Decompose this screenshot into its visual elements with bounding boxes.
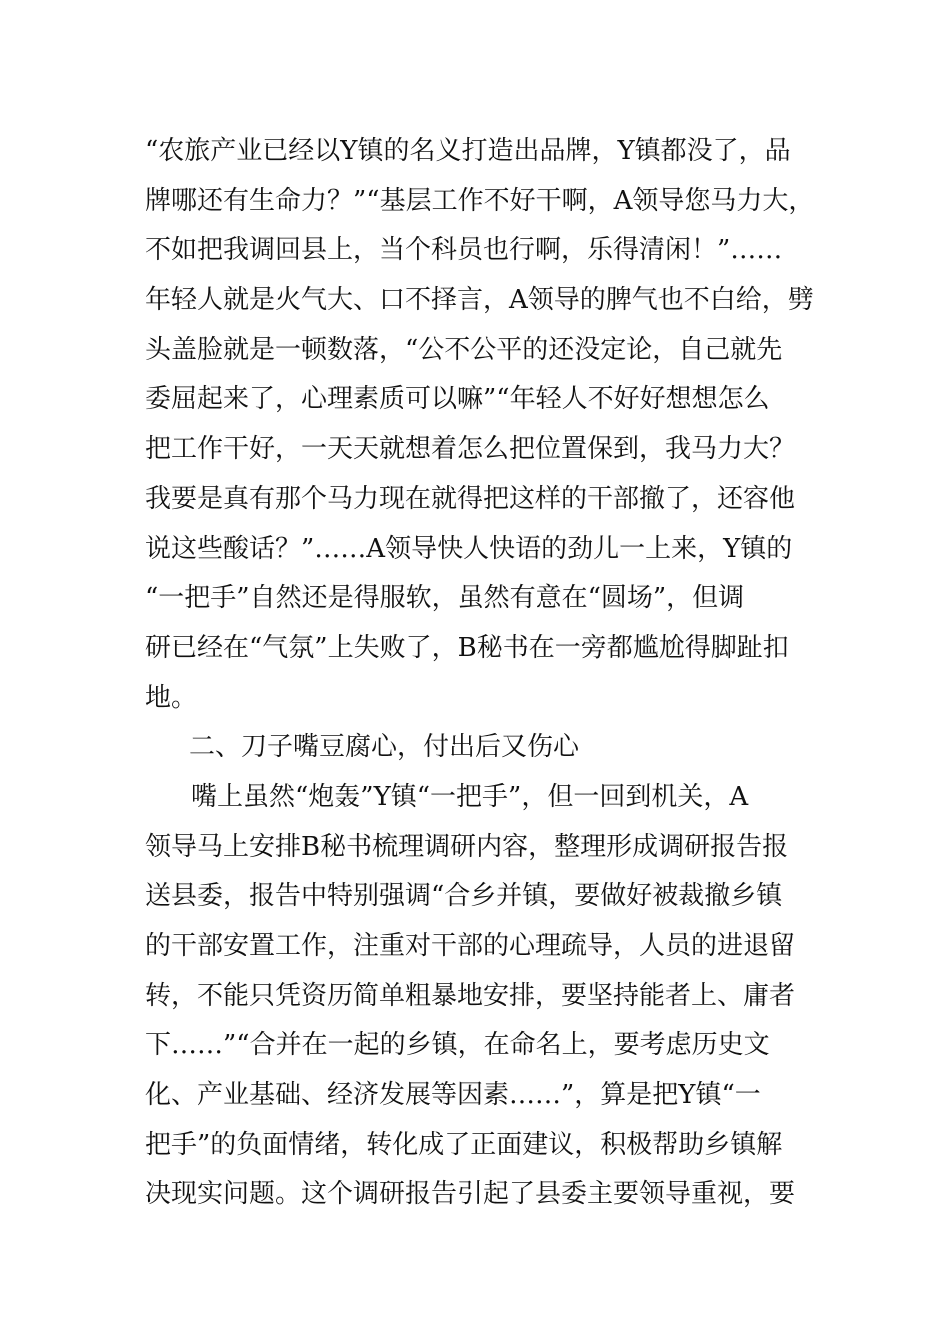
body-text [145, 127, 825, 1220]
text-line: 的干部安置工作，注重对干部的心理疏导，人员的进退留 [145, 931, 796, 961]
text-line: 年轻人就是火气大、口不择言，A领导的脾气也不白给，劈 [145, 285, 814, 316]
text-line: “农旅产业已经以Y镇的名义打造出品牌，Y镇都没了，品 [145, 136, 791, 166]
text-line: 不如把我调回县上，当个科员也行啊，乐得清闲！”…… [145, 235, 783, 266]
text-line: 说这些酸话？”……A领导快人快语的劲儿一上来，Y镇的 [145, 533, 793, 564]
text-line: 地。 [145, 682, 198, 713]
text-line: 领导马上安排B秘书梳理调研内容，整理形成调研报告报 [145, 831, 789, 862]
text-line: 牌哪还有生命力？”“基层工作不好干啊，A领导您马力大， [145, 185, 815, 216]
text-line: 决现实问题。这个调研报告引起了县委主要领导重视，要 [145, 1179, 796, 1210]
text-line: “一把手”自然还是得服软，虽然有意在“圆场”，但调 [145, 583, 745, 614]
text-line: 我要是真有那个马力现在就得把这样的干部撤了，还容他 [145, 483, 796, 514]
section-heading: 二、刀子嘴豆腐心，付出后又伤心 [189, 732, 580, 763]
paragraph-first-line: 嘴上虽然“炮轰”Y镇“一把手”，但一回到机关，A [191, 781, 749, 812]
text-line: 送县委，报告中特别强调“合乡并镇，要做好被裁撤乡镇 [145, 881, 783, 912]
text-line: 转，不能只凭资历简单粗暴地安排，要坚持能者上、庸者 [145, 980, 796, 1011]
text-line: 头盖脸就是一顿数落，“公不公平的还没定论，自己就先 [145, 334, 783, 365]
text-line: 委屈起来了，心理素质可以嘛”“年轻人不好好想想怎么 [145, 384, 770, 415]
text-line: 化、产业基础、经济发展等因素……”，算是把Y镇“一 [145, 1080, 761, 1111]
text-line: 把手”的负面情绪，转化成了正面建议，积极帮助乡镇解 [145, 1129, 783, 1160]
text-line: 下……”“合并在一起的乡镇，在命名上，要考虑历史文 [145, 1030, 770, 1061]
text-line: 研已经在“气氛”上失败了，B秘书在一旁都尴尬得脚趾扣 [145, 632, 789, 663]
text-line: 把工作干好，一天天就想着怎么把位置保到，我马力大？ [145, 434, 796, 465]
